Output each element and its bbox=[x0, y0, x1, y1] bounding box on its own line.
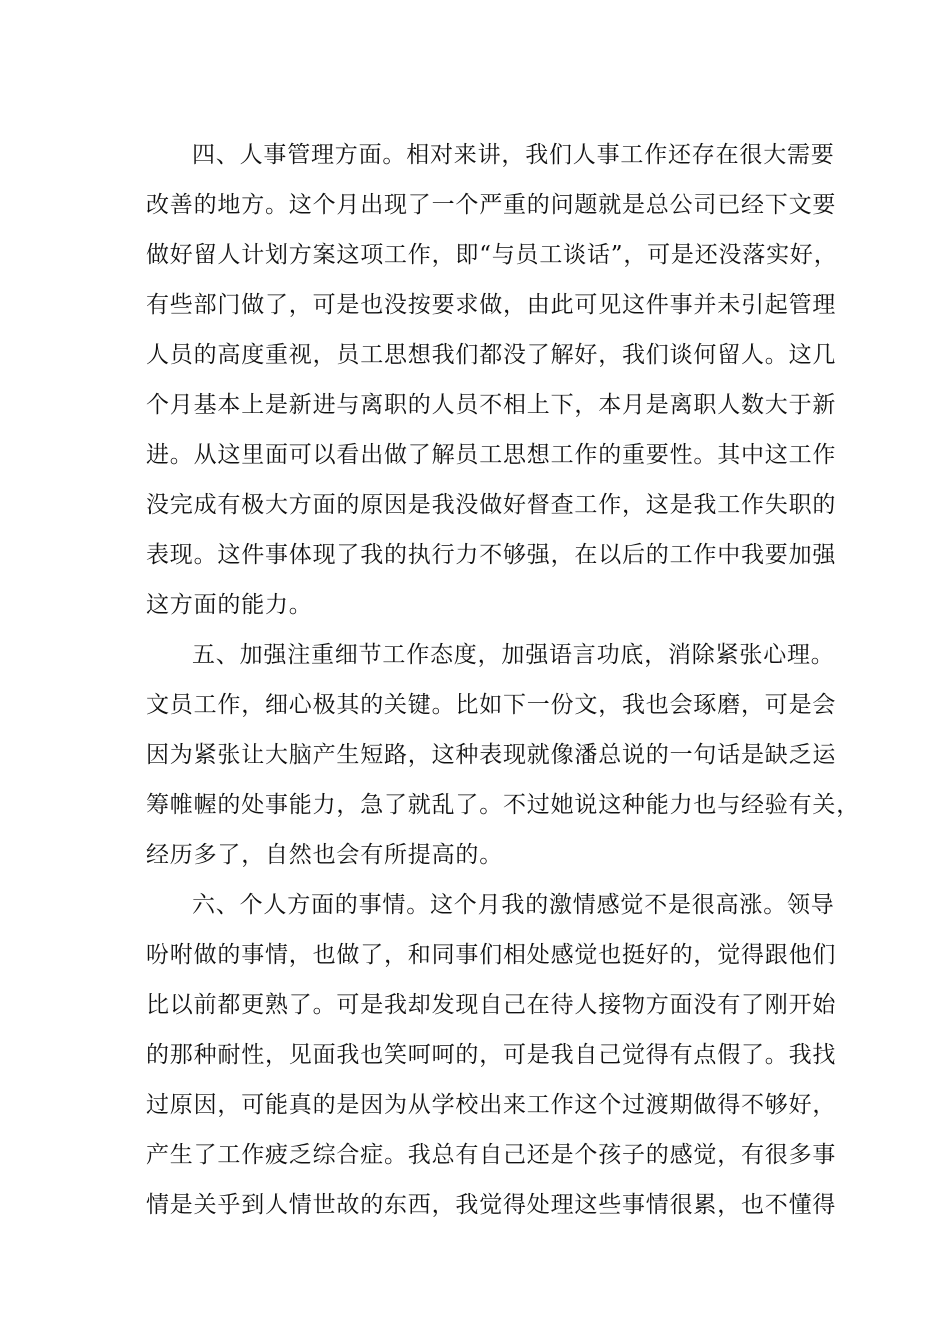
text-line: 筹帷幄的处事能力，急了就乱了。不过她说这种能力也与经验有关， bbox=[146, 792, 860, 818]
text-line: 人员的高度重视，员工思想我们都没了解好，我们谈何留人。这几 bbox=[146, 342, 837, 368]
text-line: 的那种耐性，见面我也笑呵呵的，可是我自己觉得有点假了。我找 bbox=[146, 1042, 837, 1068]
text-line: 四、人事管理方面。相对来讲，我们人事工作还存在很大需要 bbox=[192, 142, 835, 168]
text-line: 五、加强注重细节工作态度，加强语言功底，消除紧张心理。 bbox=[192, 642, 835, 668]
text-line: 没完成有极大方面的原因是我没做好督查工作，这是我工作失职的 bbox=[146, 492, 837, 518]
text-line: 情是关乎到人情世故的东西，我觉得处理这些事情很累，也不懂得 bbox=[146, 1192, 837, 1218]
paragraph-hr-management bbox=[146, 130, 838, 630]
text-line: 过原因，可能真的是因为从学校出来工作这个过渡期做得不够好， bbox=[146, 1092, 837, 1118]
text-line: 个月基本上是新进与离职的人员不相上下，本月是离职人数大于新 bbox=[146, 392, 837, 418]
text-line: 吩咐做的事情，也做了，和同事们相处感觉也挺好的，觉得跟他们 bbox=[146, 942, 837, 968]
document-body bbox=[146, 130, 860, 1230]
text-line: 六、个人方面的事情。这个月我的激情感觉不是很高涨。领导 bbox=[192, 892, 835, 918]
text-line: 表现。这件事体现了我的执行力不够强，在以后的工作中我要加强 bbox=[146, 542, 837, 568]
paragraph-attention-to-detail bbox=[146, 630, 860, 880]
text-line: 经历多了，自然也会有所提高的。 bbox=[146, 842, 503, 868]
text-line: 因为紧张让大脑产生短路，这种表现就像潘总说的一句话是缺乏运 bbox=[146, 742, 837, 768]
text-line: 这方面的能力。 bbox=[146, 592, 313, 618]
text-line: 做好留人计划方案这项工作，即“与员工谈话”，可是还没落实好， bbox=[146, 242, 838, 268]
text-line: 进。从这里面可以看出做了解员工思想工作的重要性。其中这工作 bbox=[146, 442, 837, 468]
paragraph-personal-matters bbox=[146, 880, 837, 1230]
text-line: 比以前都更熟了。可是我却发现自己在待人接物方面没有了刚开始 bbox=[146, 992, 837, 1018]
text-line: 文员工作，细心极其的关键。比如下一份文，我也会琢磨，可是会 bbox=[146, 692, 837, 718]
text-line: 产生了工作疲乏综合症。我总有自己还是个孩子的感觉，有很多事 bbox=[146, 1142, 837, 1168]
text-line: 改善的地方。这个月出现了一个严重的问题就是总公司已经下文要 bbox=[146, 192, 837, 218]
text-line: 有些部门做了，可是也没按要求做，由此可见这件事并未引起管理 bbox=[146, 292, 837, 318]
